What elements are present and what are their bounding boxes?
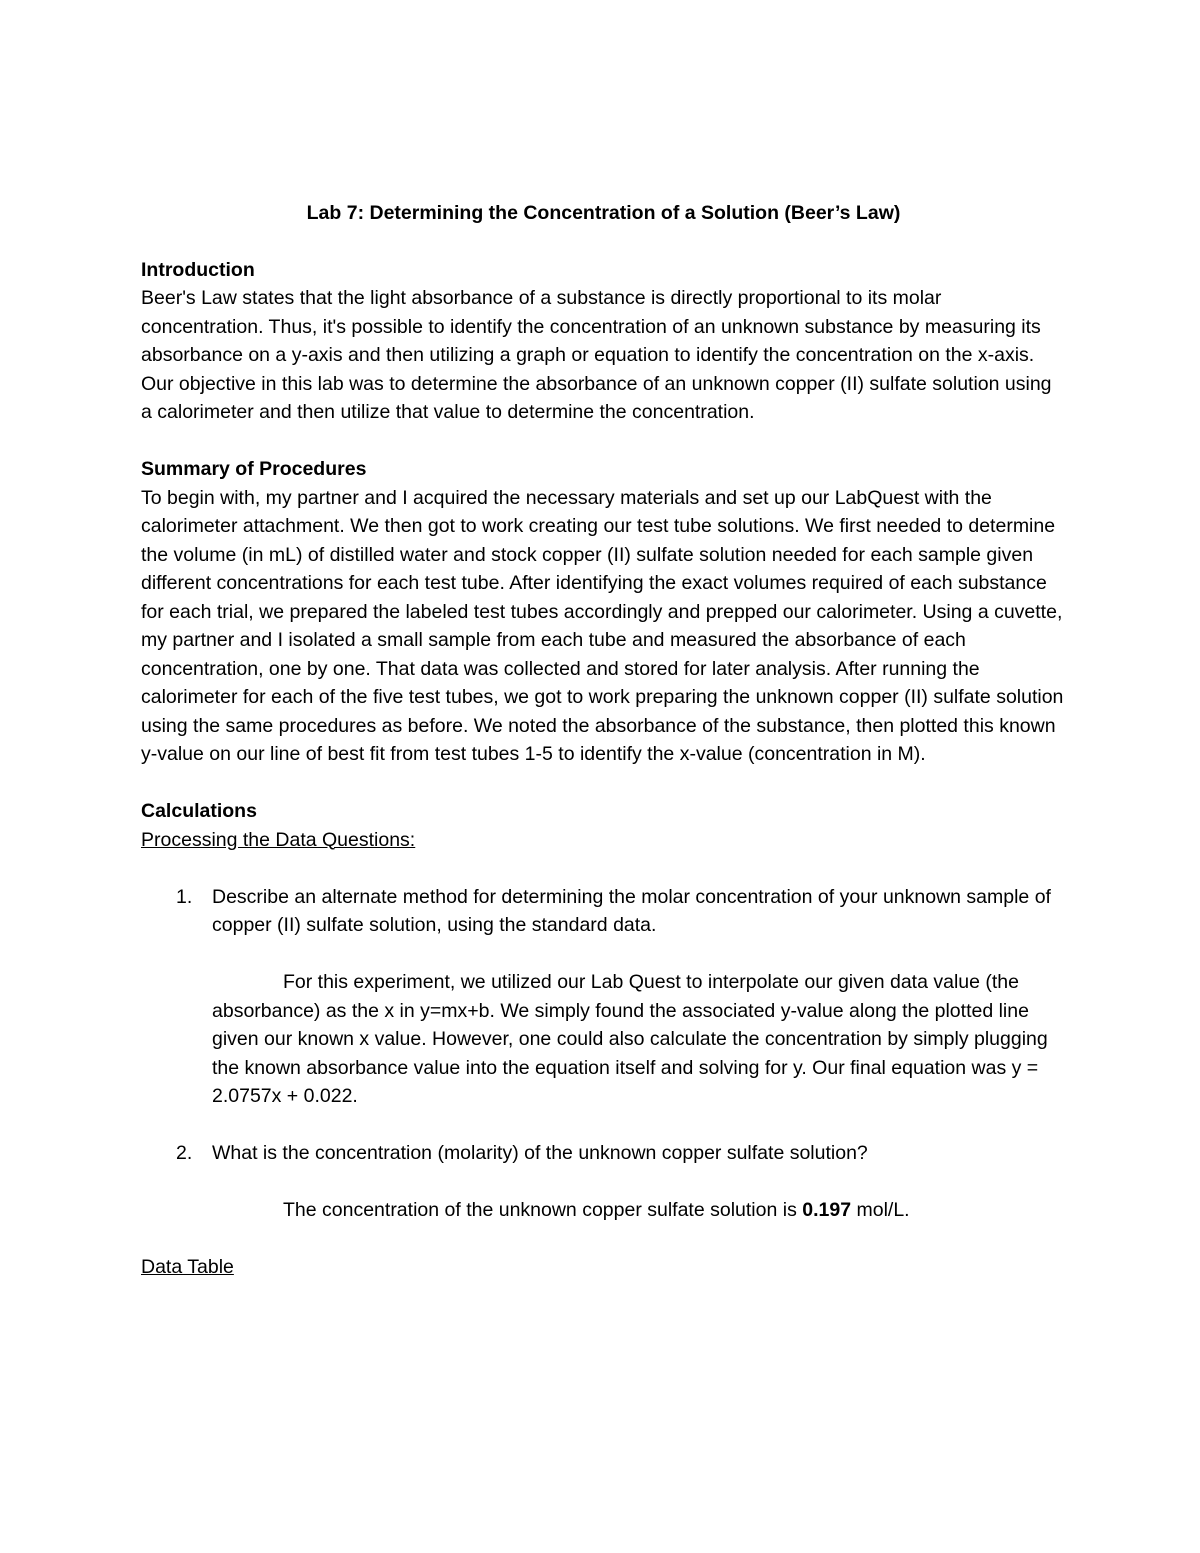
- question-number: 1.: [176, 885, 193, 908]
- answer-block: [212, 968, 1066, 1111]
- answer-text: For this experiment, we utilized our Lab Quest to interpolate our given data value (the absorbance) as the x in y=mx+b. We simply found the associated y-value along the plotted line given our known x value. However, one could also calculate the concentration by simply plugging the known absorbance value into the equation itself and solving for y. Our final equation was y = 2.0757x + 0.022.: [212, 971, 1048, 1107]
- answer-prefix: The concentration of the unknown copper sulfate solution is: [283, 1199, 803, 1221]
- introduction-heading: Introduction: [141, 258, 255, 281]
- question-item-2: [141, 1139, 1066, 1225]
- question-text: Describe an alternate method for determining the molar concentration of your unknown sample of copper (II) sulfate solution, using the standard data.: [212, 885, 1051, 936]
- procedures-heading: Summary of Procedures: [141, 458, 367, 480]
- document-content: [141, 199, 1066, 1310]
- question-item-1: [141, 883, 1066, 1111]
- answer-suffix: mol/L.: [851, 1199, 910, 1221]
- answer-value: 0.197: [802, 1199, 852, 1221]
- answer-text: [212, 1196, 1066, 1225]
- introduction-text: Beer's Law states that the light absorbance of a substance is directly proportional to its molar concentration. Thus, it's possible to identify the concentration of an unknown substance by measuring its absorbance on a y-axis and then utilizing a graph or equation to identify the concentration on the x-axis. Our objective in this lab was to determine the absorbance of an unknown copper (II) sulfate solution using a calorimeter and then utilize that value to determine the concentration.: [141, 287, 1052, 423]
- question-number: 2.: [176, 1142, 193, 1164]
- document-title: Lab 7: Determining the Concentration of a Solution (Beer’s Law): [306, 202, 901, 224]
- procedures-text: To begin with, my partner and I acquired the necessary materials and set up our LabQuest with the calorimeter attachment. We then got to work creating our test tube solutions. We first needed to determine the volume (in mL) of distilled water and stock copper (II) sulfate solution needed for each sample given different concentrations for each test tube. After identifying the exact volumes required of each substance for each trial, we prepared the labeled test tubes accordingly and prepped our calorimeter. Using a cuvette, my partner and I isolated a small sample from each tube and measured the absorbance of each concentration, one by one. That data was collected and stored for later analysis. After running the calorimeter for each of the five test tubes, we got to work preparing the unknown copper (II) sulfate solution using the same procedures as before. We noted the absorbance of the substance, then plotted this known y-value on our line of best fit from test tubes 1-5 to identify the x-value (concentration in M).: [141, 486, 1064, 765]
- question-list: [141, 883, 1066, 1225]
- calculations-heading: Calculations: [141, 800, 257, 822]
- processing-questions-subheading: Processing the Data Questions:: [141, 828, 416, 851]
- data-table-heading: Data Table: [141, 1256, 234, 1278]
- question-text: What is the concentration (molarity) of the unknown copper sulfate solution?: [212, 1142, 868, 1164]
- answer-block: [212, 1196, 1066, 1225]
